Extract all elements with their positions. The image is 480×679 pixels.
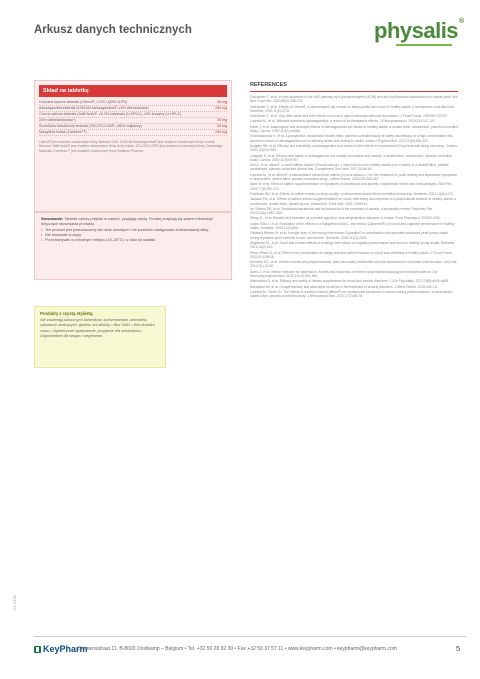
- brand-name: physalis: [374, 18, 459, 43]
- keypharm-logo-text: KeyPharm: [43, 644, 88, 654]
- composition-ingredient: Mangifera indica (Careless™): [39, 130, 87, 134]
- composition-note: Lifenol® jest znakiem towarowym firmy Naturex SAS. KSM-66 Ashwagandha® jest znakiem towarowym firmy Ixoreal Biomed. Saffr'Activ® jest znakiem towarowym firmy Activ'Inside. SCUTELLON® jest znakiem towarowym firmy Cambridge Naturals. Careless™ jest znakiem towarowym firmy Nektium Pharma.: [39, 140, 223, 153]
- reference-item: Gerhäuser C, et al. In vitro activation of the Nrf2 pathway by 8-prenylnaringenin (8-PN) and the hop flavonoid xanthohumol in human cells. Mol Nutr Food Res. 2015;59(2):268-276.: [250, 95, 458, 104]
- brand-reg-mark: ®: [459, 18, 464, 25]
- reference-item: Gelabert-Rebato M, et al. A single dose of the mango leaf extract Zynamite® in combination with quercetin enhances peak power output during repeated sprint exercise in men and women. Nutrients. 2019;11(11):2592.: [250, 231, 449, 240]
- composition-box: [34, 80, 232, 212]
- references-section: [250, 82, 458, 299]
- reference-item: Gerhäuser C, et al. Hop bitter acids and their effects on mood in aged individuals with mild depression. J Funct Foods. 2020;65:103747.: [250, 114, 448, 119]
- sheet-title: Arkusz danych technicznych: [34, 24, 192, 36]
- reference-item: Lopresti AL, et al. Withania somnifera (ashwagandha): a review of its therapeutic effects. J Ethnopharmacol. 2019;233:112-121.: [250, 119, 436, 124]
- brand-logo: [374, 18, 464, 44]
- composition-heading: Skład na tabletkę: [39, 85, 227, 97]
- warnings-label: Stosowanie:: [41, 217, 64, 221]
- footer: [0, 636, 480, 660]
- warning-item: • Przechowywać w chłodnym miejscu (15–25°C) i z dala od światła.: [45, 238, 225, 243]
- composition-ingredient: Scutellaria baicalensis ekstrakt (SCUTELLON®, ≥85% bajkaliny): [39, 124, 142, 128]
- reference-item: Marx W, et al. Effect of saffron supplementation on symptoms of depression and anxiety: a systematic review and meta-analysis. Nutr Rev. 2019;77(8):557-571.: [250, 182, 452, 191]
- reference-item: Wang ZL, et al. Baicalin and baicalein as potential agents in neurodegenerative diseases: a review. Front Pharmacol. 2018;9:1294.: [250, 216, 441, 221]
- warnings-list: [35, 228, 231, 244]
- composition-amount: 30 mg: [217, 118, 227, 122]
- composition-amount: 150 mg: [215, 106, 227, 110]
- reference-item: de Oliveira DR, et al. Scutellaria baicalensis and its flavonoids in the treatment of anxiety: a systematic review. Phytother Res. 2019;33(6):1553-1567.: [250, 206, 434, 216]
- reference-item: Kell G, et al. affron®, a novel saffron extract (Crocus sativus L.) improves mood in healthy adults over 4 weeks in a double-blind, parallel, randomized, placebo-controlled clinical trial. Complement Ther Med. 2017;33:58-64.: [250, 163, 450, 172]
- references-rule: [250, 91, 458, 92]
- warnings-intro: [41, 217, 225, 227]
- warnings-box: [34, 212, 232, 280]
- reference-item: López-Ríos L, et al. Evaluation of the effects of a Mangifera indica L. leaf extract (Zynamite®) on mood and cognitive performance in healthy adults. Nutrients. 2020;12(3):805.: [250, 221, 455, 231]
- product-text: Nie zawierają sztucznych barwników, konserwantów, aromatów, substancji słodzących, glutenu ani laktozy • Bez GMO • Bez dodatku cukru • Ograniczone opakowanie, przyjazne dla środowiska • Odpowiednie dla wegan i wegetarian.: [40, 318, 155, 338]
- reference-item: Ravindran AV, et al. Complementary and alternative medicine in the treatment of anxiety disorders. J Affect Disord. 2016;204:1-8.: [250, 284, 438, 289]
- reference-item: Salve J, et al. Adaptogenic and anxiolytic effects of ashwagandha root extract in healthy adults: a double-blind, randomized, placebo-controlled study. Cureus. 2019;11(12):e6466.: [250, 124, 458, 134]
- reference-item: Lopresti AL, Smith SJ. The effects of a saffron extract (affron®) on menopausal symptoms in women during perimenopause: a randomised, double-blind, placebo-controlled study. J Menopausal Med. 2021;27(2):66-78.: [250, 289, 453, 299]
- reference-item: Pachikian BD, et al. Effects of saffron extract on sleep quality: a randomized double-blind controlled clinical trial. Nutrients. 2021;13(5):1473.: [250, 191, 454, 196]
- composition-table: [39, 100, 227, 136]
- reference-item: Kennedy DO, et al. Herbal extracts and phytochemicals: plant secondary metabolites and the enhancement of human brain function. Adv Nutr. 2011;2(1):32-50.: [250, 260, 458, 269]
- reference-item: Pérez-Piñero S, et al. Effect of the combination of mango leaf and saffron extracts on mood and wellbeing in healthy adults. J Funct Foods. 2022;91:105016.: [250, 250, 453, 259]
- warnings-intro-text: Tabletki należy połykać w całości, popijając wodą. Poniżej znajdują się ważne informacje dotyczące stosowania produktu.: [41, 217, 214, 226]
- references-title: REFERENCES: [250, 82, 287, 88]
- reference-item: Langade D, et al. Efficacy and safety of ashwagandha root extract in insomnia and anxiety: a double-blind, randomized, placebo-controlled study. Cureus. 2019;11(9):e5797.: [250, 153, 452, 162]
- composition-ingredient: ≥3% safranalu/kwasu*): [39, 118, 76, 122]
- reference-item: Chandrasekhar K, et al. A prospective, randomized double-blind, placebo-controlled study of safety and efficacy of a high-concentration full-spectrum extract of ashwagandha root in reducing stress and anxiety in adults. Indian J Psychol Med. 2012;34(3):255-262.: [250, 134, 454, 143]
- product-title: Produkty z czystą etykietą:: [40, 311, 94, 316]
- footer-contact-info: Siemensstraat 11, B-8020 Oostkamp – Belgium • Tel. +32 50 28 92 30 • Fax +32 50 37 57 11 • www.keypharm.com • keypharm@keypharm.com: [78, 646, 397, 652]
- composition-row: [39, 130, 227, 136]
- reference-item: Jackson PA, et al. Effects of saffron extract supplementation on mood, well-being and response to a psychosocial stressor in healthy adults: a randomized, double-blind, parallel group, clinical trial. Front Nutr. 2021;7:606124.: [250, 197, 457, 206]
- composition-ingredient: Humulus lupulus ekstrakt (Lifenol®, 0,3% LQ/5% 8-PN): [39, 100, 128, 104]
- brand-rule: [396, 44, 452, 46]
- side-code: PL-0722: [12, 594, 17, 610]
- reference-item: Kelgane SB, et al. Efficacy and tolerability of ashwagandha root extract in the elderly for improvement of general well-being and sleep. Cureus. 2020;12(2):e7083.: [250, 143, 458, 153]
- product-box: [34, 306, 166, 368]
- reference-item: Gerhäuser C, et al. Effects of Lifenol®, a standardised hop extract on sleep quality and mood of healthy adults: a randomized controlled trial. Nutrients. 2019;11(5):1078.: [250, 104, 455, 113]
- footer-rule: [34, 636, 466, 637]
- composition-amount: 100 mg: [215, 130, 227, 134]
- composition-amount: 45 mg: [217, 100, 227, 104]
- composition-amount: [223, 112, 227, 117]
- composition-amount: 50 mg: [217, 124, 227, 128]
- reference-item: Wightman EL, et al. Acute and chronic effects of a mango leaf extract on cognitive performance and mood in healthy young adults. Nutrients. 2021;13(2):412.: [250, 240, 456, 250]
- composition-ingredient: Crocus sativus ekstrakt (Saffr'Activ®, ≥0,3% safranalu (U-HPLC), ≥3% krocyny (U-HPLC): [39, 112, 182, 116]
- page-number: 5: [456, 644, 461, 653]
- composition-ingredient: Ashwagandha ekstrakt (KSM-66 Ashwagandha®, ≥5% withanolidów): [39, 106, 149, 110]
- reference-item: Lopresti AL, et al. Affron®, a standardised extract from saffron (Crocus sativus L.) for the treatment of youth anxiety and depressive symptoms: a randomised, double-blind, placebo-controlled study. J Affect Disord. 2018;232:349-357.: [250, 172, 458, 182]
- warning-item: • Nie stosować w ciąży.: [45, 233, 225, 238]
- reference-item: Mischoulon D, et al. Efficacy and safety of dietary supplements for mood and anxiety disorders. J Clin Psychiatry. 2017;78(5):e546-e555.: [250, 279, 450, 284]
- warning-item: • Ten produkt jest przeznaczony dla osób dorosłych i nie powinien zastępować zróżnicowanej diety.: [45, 228, 225, 233]
- keypharm-logo-icon: [34, 646, 41, 653]
- references-list: [250, 95, 458, 298]
- reference-item: Sarris J, et al. Herbal medicine for depression, anxiety and insomnia: a review of psychopharmacology and clinical evidence. Eur Neuropsychopharmacol. 2011;21(12):841-860.: [250, 269, 438, 278]
